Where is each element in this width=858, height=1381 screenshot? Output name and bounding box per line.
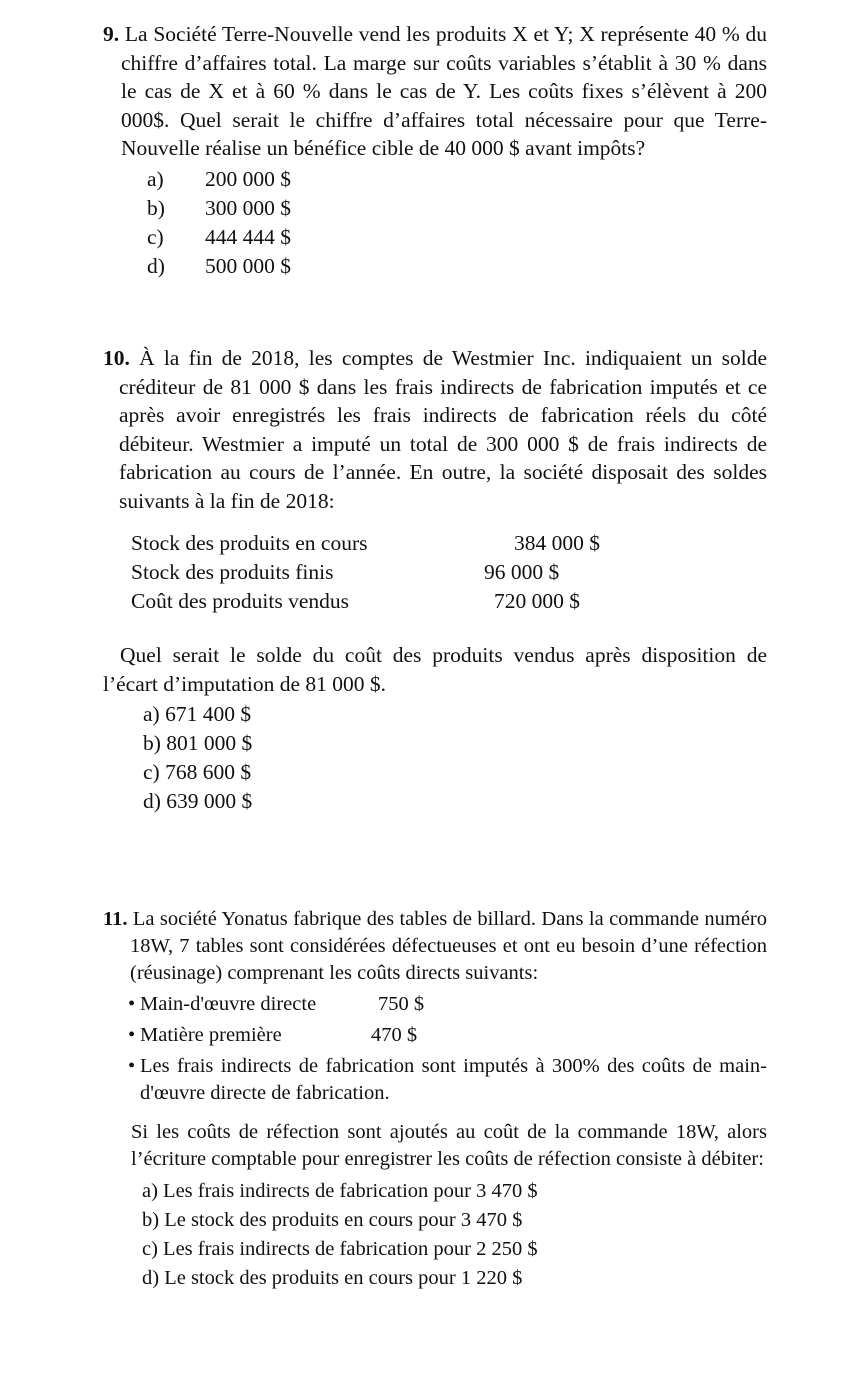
question-9-options [147, 165, 767, 281]
question-body: La société Yonatus fabrique des tables de billard. Dans la commande numéro 18W, 7 tables sont considérées défectueuses et ont eu besoin d’une réfection (réusinage) comprenant les coûts directs suivants: [130, 908, 768, 984]
option-d: d) 639 000 $ [143, 789, 253, 813]
question-number: 9. [103, 22, 120, 46]
question-10-options [143, 700, 767, 816]
question-number: 11. [103, 908, 128, 930]
balance-value: 384 000 $ [514, 531, 600, 555]
balance-row: Stock des produits finis [131, 560, 334, 584]
balance-row: Coût des produits vendus [131, 589, 349, 613]
balance-value: 720 000 $ [494, 589, 580, 613]
bullet-item: • Main-d'œuvre directe 750 $ [128, 989, 767, 1020]
question-number: 10. [103, 346, 130, 370]
question-10 [103, 344, 767, 816]
question-11 [103, 906, 767, 1293]
option-c: c) 768 600 $ [143, 760, 252, 784]
question-body: À la fin de 2018, les comptes de Westmier Inc. indiquaient un solde créditeur de 81 000 $ dans les frais indirects de fabrication imputés et ce après avoir enregistrés les frais indirects de fabrication réels du côté débiteur. Westmier a imputé un total de 300 000 $ de frais indirects de fabrication au cours de l’année. En outre, la société disposait des soldes suivants à la fin de 2018: [119, 346, 767, 513]
bullet-item: • Matière première 470 $ [128, 1020, 767, 1051]
bullet-item [128, 1053, 767, 1107]
balance-value: 96 000 $ [484, 560, 560, 584]
cost-list [128, 989, 767, 1107]
option-b: b) 300 000 $ [147, 195, 291, 220]
bullet-marker: • [128, 993, 136, 1015]
option-d: d) 500 000 $ [147, 253, 291, 278]
option-a: a) 200 000 $ [147, 166, 291, 191]
question-10-text [103, 344, 767, 515]
question-body: La Société Terre-Nouvelle vend les produits X et Y; X représente 40 % du chiffre d’affaires total. La marge sur coûts variables s’établit à 30 % dans le cas de X et à 60 % dans le cas de Y. Les coûts fixes s’élèvent à 200 000$. Quel serait le chiffre d’affaires total nécessaire pour que Terre-Nouvelle réalise un bénéfice cible de 40 000 $ avant impôts? [121, 22, 768, 160]
option-d: d) Le stock des produits en cours pour 1 220 $ [142, 1267, 523, 1289]
option-c: c) 444 444 $ [147, 224, 291, 249]
bullet-marker: • [128, 1024, 136, 1046]
question-9 [103, 20, 767, 281]
question-10-prompt: Quel serait le solde du coût des produits vendus après disposition de l’écart d’imputation de 81 000 $. [103, 643, 767, 696]
option-b: b) 801 000 $ [143, 731, 253, 755]
option-a: a) Les frais indirects de fabrication pour 3 470 $ [142, 1180, 538, 1202]
option-a: a) 671 400 $ [143, 702, 252, 726]
bullet-marker: • [128, 1055, 136, 1077]
balances-table [131, 529, 767, 619]
question-11-options [142, 1177, 767, 1293]
question-11-text [103, 906, 767, 987]
bullet-text: Les frais indirects de fabrication sont imputés à 300% des coûts de main-d'œuvre directe de fabrication. [140, 1055, 767, 1104]
question-9-text [103, 20, 767, 163]
question-11-prompt: Si les coûts de réfection sont ajoutés au coût de la commande 18W, alors l’écriture comptable pour enregistrer les coûts de réfection consiste à débiter: [131, 1121, 767, 1170]
option-b: b) Le stock des produits en cours pour 3 470 $ [142, 1209, 523, 1231]
balance-row: Stock des produits en cours [131, 531, 368, 555]
option-c: c) Les frais indirects de fabrication pour 2 250 $ [142, 1238, 538, 1260]
